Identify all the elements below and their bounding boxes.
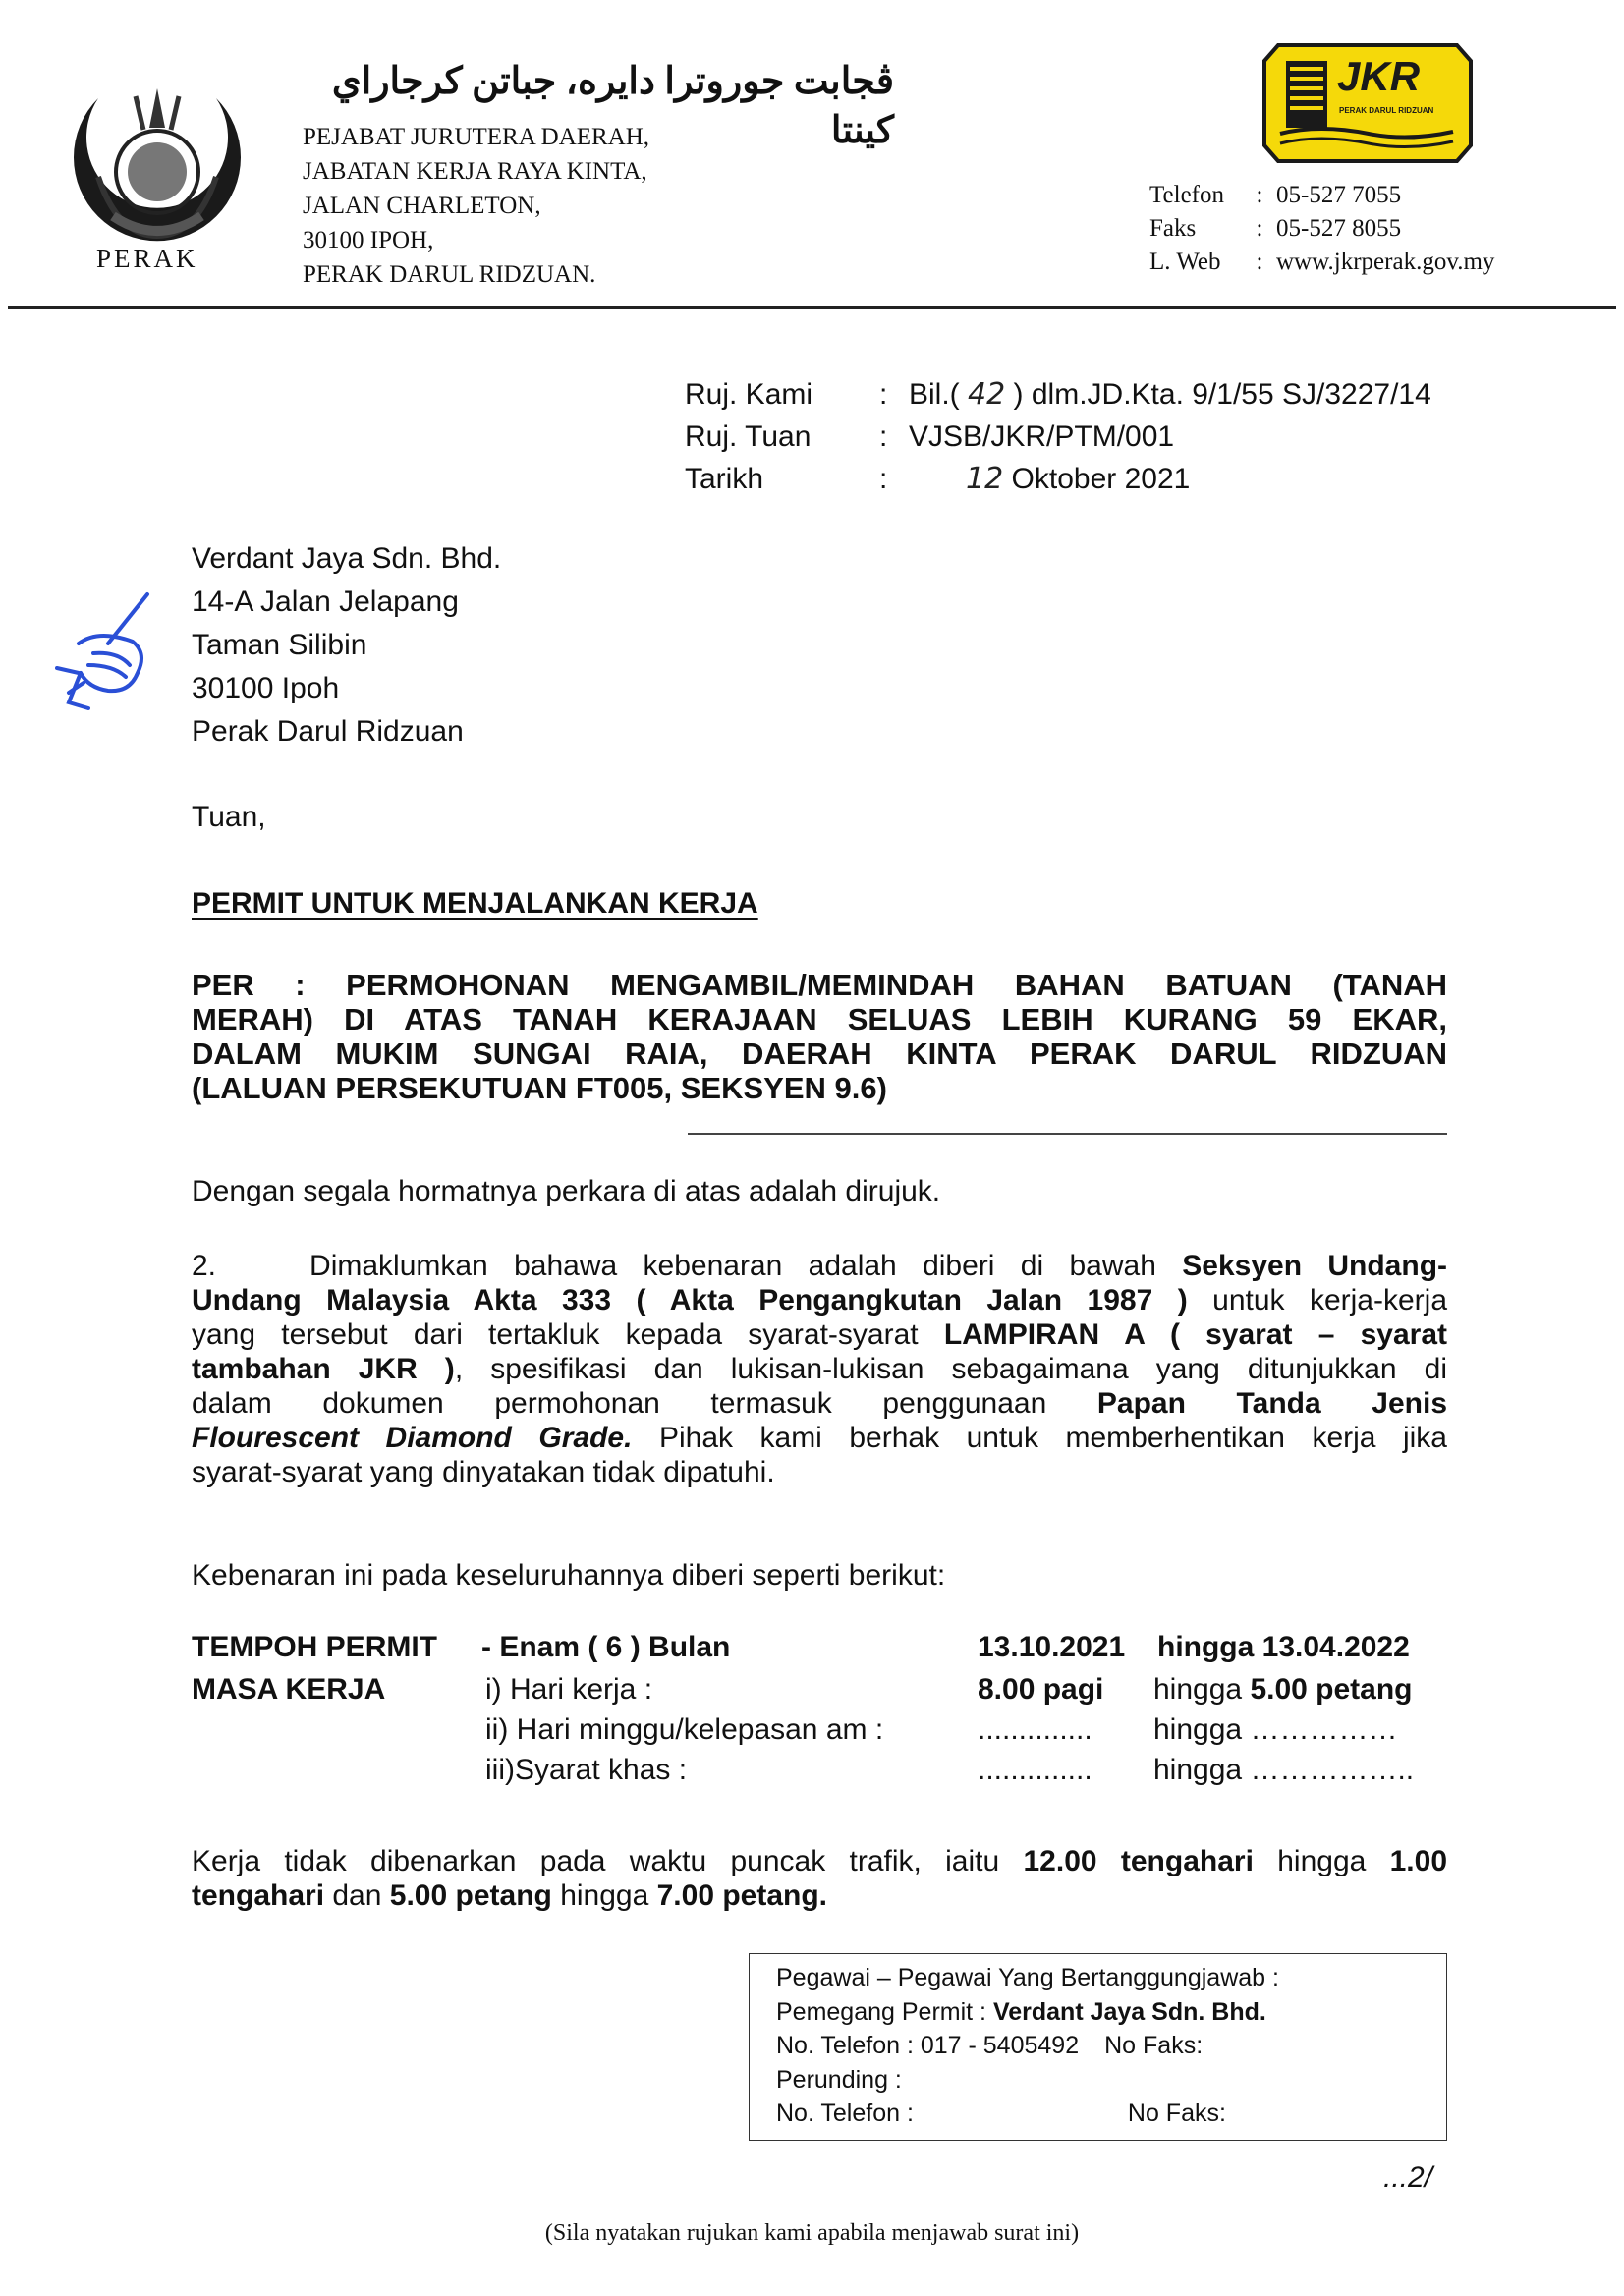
recipient-line: 14-A Jalan Jelapang — [192, 586, 459, 618]
recipient-line: Perak Darul Ridzuan — [192, 715, 464, 748]
para2-text: , spesifikasi dan lukisan-lukisan sebagaimana yang ditunjukkan di — [454, 1353, 1448, 1385]
date-month-year: Oktober 2021 — [1011, 463, 1191, 495]
subject-line: DALAM MUKIM SUNGAI RAIA, DAERAH KINTA PERAK DARUL RIDZUAN — [192, 1036, 1447, 1071]
contact-label: Faks — [1149, 215, 1197, 242]
para2-bold: Papan Tanda Jenis — [1096, 1387, 1448, 1420]
jkr-logo — [1260, 39, 1475, 167]
ref-kami-prefix: Bil.( — [909, 378, 960, 411]
para2-line — [192, 1283, 1447, 1317]
to-value: …………….. — [1250, 1754, 1415, 1786]
para-number: 2. — [192, 1250, 217, 1282]
office-address — [303, 120, 649, 292]
ref-kami-suffix: ) dlm.JD.Kta. 9/1/55 SJ/3227/14 — [1013, 378, 1431, 411]
tempoh-value: - Enam ( 6 ) Bulan — [481, 1631, 731, 1663]
ref-sep: : — [879, 420, 888, 453]
ref-label: Tarikh — [685, 463, 764, 495]
para4-line — [192, 1844, 1447, 1878]
masa-row-to — [1153, 1754, 1414, 1787]
hingga-word: hingga — [1153, 1754, 1243, 1786]
page-continuation: ...2/ — [1383, 2161, 1433, 2194]
officers-box-content — [776, 1961, 1279, 2131]
consultant-label: Perunding : — [776, 2065, 902, 2094]
para2-text: Dimaklumkan bahawa kebenaran adalah diberi di bawah — [309, 1250, 1156, 1282]
tempoh-label: TEMPOH PERMIT — [192, 1631, 438, 1663]
masa-row-label: iii)Syarat khas : — [485, 1754, 688, 1786]
contact-label: Telefon — [1149, 182, 1224, 208]
permit-holder-label: Pemegang Permit : — [776, 1997, 986, 2026]
recipient-line: 30100 Ipoh — [192, 672, 340, 704]
para4-line — [192, 1878, 1447, 1913]
ref-label: Ruj. Kami — [685, 378, 813, 411]
consultant-contact — [776, 2097, 1279, 2131]
para2-text: untuk kerja-kerja — [1212, 1284, 1448, 1316]
letter-title: PERMIT UNTUK MENJALANKAN KERJA — [192, 887, 758, 920]
para2-text: yang tersebut dari tertakluk kepada syarat-syarat — [192, 1318, 919, 1351]
holder-phone: No. Telefon : 017 - 5405492 — [776, 2032, 1080, 2059]
para4-bold: 5.00 petang — [389, 1879, 552, 1912]
para2-line — [192, 1352, 1447, 1386]
para2-bold-italic: Flourescent Diamond Grade. — [192, 1422, 633, 1454]
para4-bold: 1.00 — [1389, 1845, 1448, 1877]
contact-info — [1149, 179, 1494, 279]
contact-row — [1149, 246, 1494, 279]
address-line: PERAK DARUL RIDZUAN. — [303, 261, 596, 288]
footer-note: (Sila nyatakan rujukan kami apabila menjawab surat ini) — [544, 2220, 1080, 2246]
date-day: 12 — [966, 462, 1004, 496]
subject-line: MERAH) DI ATAS TANAH KERAJAAN SELUAS LEBIH KURANG 59 EKAR, — [192, 1002, 1447, 1036]
subject-line: (LALUAN PERSEKUTUAN FT005, SEKSYEN 9.6) — [192, 1071, 887, 1105]
masa-row-from: .............. — [978, 1754, 1092, 1786]
recipient-address — [192, 537, 501, 754]
consultant-fax: No Faks: — [1127, 2100, 1226, 2127]
masa-row-from: .............. — [978, 1713, 1092, 1746]
para4-text: dan — [332, 1879, 382, 1912]
to-value: …………… — [1250, 1713, 1398, 1746]
holder-fax: No Faks: — [1104, 2032, 1204, 2059]
consultant-phone: No. Telefon : — [776, 2100, 914, 2127]
ref-kami-number: 42 — [968, 377, 1006, 412]
para2-line — [192, 1249, 1447, 1283]
recipient-line: Taman Silibin — [192, 629, 367, 661]
phone-value: 05-527 7055 — [1276, 182, 1402, 208]
masa-row-to — [1153, 1673, 1413, 1707]
contact-label: L. Web — [1149, 249, 1221, 275]
crest-text: PERAK — [96, 244, 198, 273]
jkr-logo-text: JKR — [1337, 53, 1421, 99]
jawi-office-title: ڤجابت جوروترا دايره، جباتن كرجاراي كينتا — [331, 61, 894, 151]
address-line: 30100 IPOH, — [303, 227, 434, 253]
para2-line: syarat-syarat yang dinyatakan tidak dipatuhi. — [192, 1456, 775, 1488]
contact-row — [1149, 212, 1494, 246]
contact-sep: : — [1256, 215, 1263, 242]
ref-sep: : — [879, 378, 888, 411]
website-value: www.jkrperak.gov.my — [1276, 249, 1495, 275]
to-value: 5.00 petang — [1250, 1673, 1413, 1706]
masa-row-from: 8.00 pagi — [978, 1673, 1104, 1706]
subject-divider — [688, 1133, 1447, 1135]
hingga-word: hingga — [1153, 1713, 1243, 1746]
contact-sep: : — [1256, 182, 1263, 208]
ref-row — [685, 458, 1431, 500]
para4-bold: tengahari — [192, 1879, 325, 1912]
ref-sep: : — [879, 463, 888, 495]
paragraph-3: Kebenaran ini pada keseluruhannya diberi seperti berikut: — [192, 1559, 946, 1592]
jkr-logo-subtitle: PERAK DARUL RIDZUAN — [1339, 106, 1434, 115]
address-line: JABATAN KERJA RAYA KINTA, — [303, 158, 647, 185]
ref-row — [685, 416, 1431, 458]
tempoh-from: 13.10.2021 — [978, 1631, 1126, 1663]
paragraph-2 — [192, 1249, 1447, 1489]
subject-line: PER : PERMOHONAN MENGAMBIL/MEMINDAH BAHAN BATUAN (TANAH — [192, 968, 1447, 1002]
masa-row-label: ii) Hari minggu/kelepasan am : — [485, 1713, 884, 1746]
fax-value: 05-527 8055 — [1276, 215, 1402, 242]
ref-value — [909, 373, 1431, 416]
tempoh-to: hingga 13.04.2022 — [1157, 1631, 1410, 1663]
para4-text: hingga — [560, 1879, 649, 1912]
address-line: JALAN CHARLETON, — [303, 193, 541, 219]
paragraph-4 — [192, 1844, 1447, 1913]
para2-line — [192, 1317, 1447, 1352]
para4-bold: 12.00 tengahari — [1023, 1845, 1254, 1877]
permit-holder-name: Verdant Jaya Sdn. Bhd. — [992, 1997, 1266, 2026]
header-divider — [8, 306, 1616, 309]
recipient-line: Verdant Jaya Sdn. Bhd. — [192, 542, 502, 575]
para2-bold: LAMPIRAN A ( syarat – syarat — [943, 1318, 1447, 1351]
address-line: PEJABAT JURUTERA DAERAH, — [303, 124, 650, 150]
masa-row-to — [1153, 1713, 1397, 1747]
holder-contact — [776, 2029, 1279, 2063]
subject-block — [192, 968, 1447, 1105]
contact-row — [1149, 179, 1494, 212]
para2-line — [192, 1386, 1447, 1421]
para2-text: Pihak kami berhak untuk memberhentikan kerja jika — [658, 1422, 1447, 1454]
masa-row-label: i) Hari kerja : — [485, 1673, 653, 1706]
para2-bold: tambahan JKR ) — [192, 1353, 455, 1385]
ref-date-value — [909, 458, 1190, 500]
para4-bold: 7.00 petang. — [656, 1879, 828, 1912]
paragraph-1: Dengan segala hormatnya perkara di atas adalah dirujuk. — [192, 1175, 941, 1207]
para4-text: hingga — [1277, 1845, 1367, 1877]
ref-label: Ruj. Tuan — [685, 420, 812, 453]
contact-sep: : — [1256, 249, 1263, 275]
hingga-word: hingga — [1153, 1673, 1243, 1706]
reference-block — [685, 373, 1431, 500]
ref-tuan-value: VJSB/JKR/PTM/001 — [909, 420, 1175, 453]
para4-text: Kerja tidak dibenarkan pada waktu puncak trafik, iaitu — [192, 1845, 1000, 1877]
para2-bold: Undang Malaysia Akta 333 ( Akta Pengangkutan Jalan 1987 ) — [192, 1284, 1188, 1316]
pointing-hand-stamp — [39, 575, 196, 732]
para2-line — [192, 1421, 1447, 1455]
para2-text: dalam dokumen permohonan termasuk penggunaan — [192, 1387, 1047, 1420]
ref-row — [685, 373, 1431, 416]
officers-title: Pegawai – Pegawai Yang Bertanggungjawab : — [776, 1964, 1279, 1991]
salutation: Tuan, — [192, 801, 266, 833]
perak-crest-logo — [59, 69, 255, 285]
masa-label: MASA KERJA — [192, 1673, 386, 1706]
permit-holder — [776, 1995, 1279, 2030]
para2-bold: Seksyen Undang- — [1182, 1250, 1448, 1282]
